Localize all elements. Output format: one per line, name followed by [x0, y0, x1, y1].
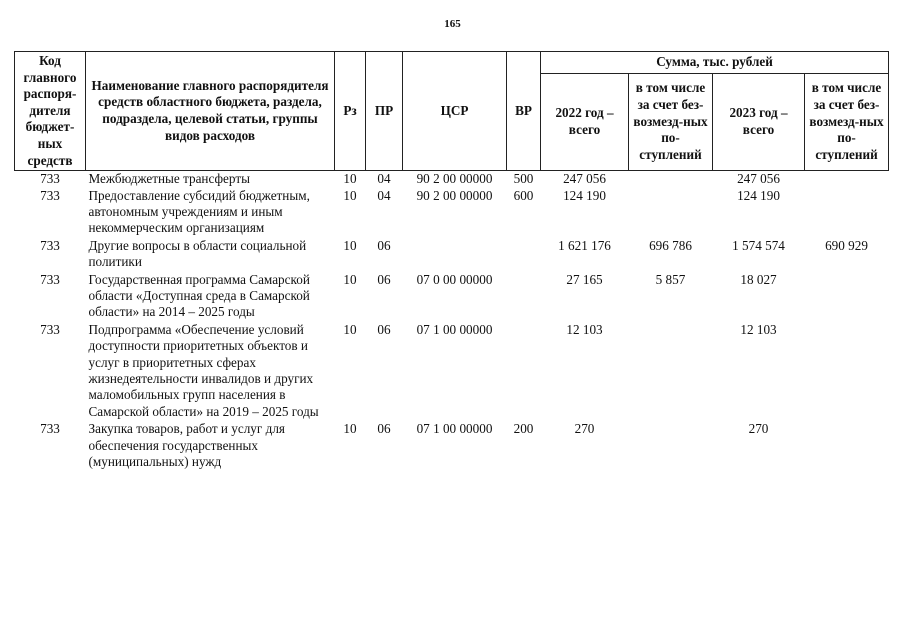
- cell-2022-total: 270: [574, 421, 595, 437]
- cell-2023-total: 1 574 574: [732, 237, 785, 253]
- cell-code: 733: [40, 421, 60, 437]
- cell-csr: 07 1 00 00000: [416, 321, 493, 337]
- cell-rz: 10: [343, 321, 357, 337]
- budget-table: [14, 51, 889, 471]
- cell-2022-grants: [629, 171, 713, 188]
- cell-2022-grants: [629, 188, 713, 238]
- header-2023-grants: в том числе за счет без-возмезд-ных по-ступлений: [805, 73, 889, 171]
- cell-2022-total: 27 165: [566, 271, 603, 287]
- cell-csr: 07 0 00 00000: [416, 271, 493, 287]
- cell-vr: 600: [513, 187, 534, 203]
- cell-name: Подпрограмма «Обеспечение условий доступности приоритетных объектов и услуг в приоритетных сферах жизнедеятельности инвалидов и других маломобильных групп населения в Самарской области» на 2019 – 2025 годы: [88, 321, 319, 419]
- cell-vr: [507, 238, 541, 272]
- cell-code: 733: [40, 187, 60, 203]
- table-row: [15, 272, 889, 322]
- cell-2023-grants: [805, 421, 889, 471]
- header-2022-grants: в том числе за счет без-возмезд-ных по-ступлений: [629, 73, 713, 171]
- cell-2022-grants: [629, 322, 713, 421]
- table-header: [15, 52, 889, 171]
- cell-name: Межбюджетные трансферты: [88, 171, 250, 187]
- header-code: Код главного распоря-дителя бюджет-ных средств: [15, 52, 86, 171]
- cell-rz: 10: [343, 187, 357, 203]
- cell-vr: 500: [513, 171, 534, 187]
- cell-2022-grants: 5 857: [655, 271, 686, 287]
- cell-code: 733: [40, 271, 60, 287]
- cell-2022-total: 12 103: [566, 321, 603, 337]
- cell-2023-grants: [805, 188, 889, 238]
- cell-2023-total: 18 027: [740, 271, 777, 287]
- cell-rz: 10: [343, 237, 357, 253]
- cell-name: Государственная программа Самарской области «Доступная среда в Самарской области» на 2014 – 2025 годы: [88, 271, 310, 320]
- cell-pr: 04: [377, 187, 391, 203]
- cell-2022-grants: 696 786: [649, 237, 692, 253]
- table-row: [15, 238, 889, 272]
- cell-2022-total: 1 621 176: [558, 237, 611, 253]
- cell-rz: 10: [343, 171, 357, 187]
- cell-2023-grants: 690 929: [825, 237, 868, 253]
- cell-pr: 06: [377, 237, 391, 253]
- cell-pr: 06: [377, 271, 391, 287]
- cell-csr: 90 2 00 00000: [416, 187, 493, 203]
- table-row: [15, 322, 889, 421]
- header-sum: Сумма, тыс. рублей: [541, 52, 889, 74]
- cell-vr: 200: [513, 421, 534, 437]
- cell-2022-total: 247 056: [563, 171, 606, 187]
- cell-vr: [507, 272, 541, 322]
- cell-code: 733: [40, 321, 60, 337]
- cell-name: Предоставление субсидий бюджетным, автономным учреждениям и иным некоммерческим организациям: [88, 187, 310, 236]
- cell-code: 733: [40, 237, 60, 253]
- cell-pr: 06: [377, 421, 391, 437]
- cell-2023-total: 12 103: [740, 321, 777, 337]
- table-row: [15, 188, 889, 238]
- cell-2022-total: 124 190: [563, 187, 606, 203]
- table-row: [15, 421, 889, 471]
- cell-csr: 90 2 00 00000: [416, 171, 493, 187]
- cell-pr: 06: [377, 321, 391, 337]
- header-name: Наименование главного распорядителя средств областного бюджета, раздела, подраздела, целевой статьи, группы видов расходов: [86, 52, 335, 171]
- header-vr: ВР: [507, 52, 541, 171]
- cell-2023-total: 270: [748, 421, 769, 437]
- cell-rz: 10: [343, 271, 357, 287]
- cell-2023-grants: [805, 272, 889, 322]
- cell-code: 733: [40, 171, 60, 187]
- header-rz: Рз: [335, 52, 366, 171]
- cell-2023-total: 124 190: [737, 187, 780, 203]
- cell-rz: 10: [343, 421, 357, 437]
- cell-pr: 04: [377, 171, 391, 187]
- table-row: [15, 171, 889, 188]
- cell-2023-grants: [805, 171, 889, 188]
- cell-name: Другие вопросы в области социальной политики: [88, 237, 307, 270]
- cell-2023-total: 247 056: [737, 171, 780, 187]
- cell-vr: [507, 322, 541, 421]
- cell-csr: [403, 238, 507, 272]
- cell-csr: 07 1 00 00000: [416, 421, 493, 437]
- cell-2022-grants: [629, 421, 713, 471]
- cell-name: Закупка товаров, работ и услуг для обеспечения государственных (муниципальных) нужд: [88, 421, 285, 470]
- cell-2023-grants: [805, 322, 889, 421]
- header-pr: ПР: [366, 52, 403, 171]
- page-number: 165: [444, 18, 461, 30]
- header-csr: ЦСР: [403, 52, 507, 171]
- header-2022-total: 2022 год – всего: [541, 73, 629, 171]
- header-2023-total: 2023 год – всего: [713, 73, 805, 171]
